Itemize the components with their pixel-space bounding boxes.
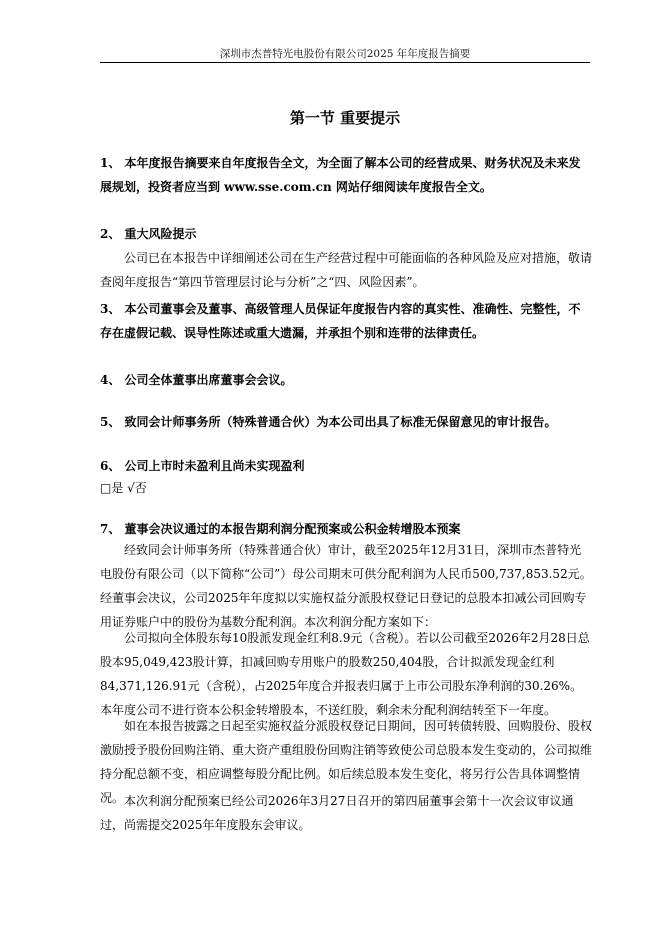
item-3: 3、 本公司董事会及董事、高级管理人员保证年度报告内容的真实性、准确性、完整性，不存在虚假记载、误导性陈述或重大遗漏，并承担个别和连带的法律责任。 [100, 302, 581, 340]
item-1: 1、 本年度报告摘要来自年度报告全文，为全面了解本公司的经营成果、财务状况及未来发展规划，投资者应当到 www.sse.com.cn 网站仔细阅读年度报告全文。 [100, 156, 581, 194]
page-header: 深圳市杰普特光电股份有限公司2025 年年度报告摘要 [219, 48, 471, 60]
item-7-para-2: 公司拟向全体股东每10股派发现金红利8.9元（含税）。若以公司截至2026年2月28日总股本95,049,423股计算，扣减回购专用账户的股数250,404股，合计拟派发现金红利84,371,126.91元（含税），占2025年度合并报表归属于上市公司股东净利润的30.26%。本年度公司不进行资本公积金转增股本，不送红股，剩余未分配利润结转至下一年度。 [100, 631, 590, 717]
item-7-heading: 7、 董事会决议通过的本报告期利润分配预案或公积金转增股本预案 [100, 522, 461, 536]
item-2-body: 公司已在本报告中详细阐述公司在生产经营过程中可能面临的各种风险及应对措施，敬请查阅年度报告“第四节管理层讨论与分析”之“四、风险因素”。 [100, 251, 593, 289]
item-7-para-1: 经致同会计师事务所（特殊普通合伙）审计，截至2025年12月31日，深圳市杰普特光电股份有限公司（以下简称“公司”）母公司期末可供分配利润为人民币500,737,853.52元。经董事会决议，公司2025年年度拟以实施权益分派股权登记日登记的总股本扣减公司回购专用证券账户中的股份为基数分配利润。本次利润分配方案如下： [100, 543, 592, 629]
item-4: 4、 公司全体董事出席董事会会议。 [100, 373, 293, 387]
header-rule [100, 62, 590, 63]
section-title: 第一节 重要提示 [289, 109, 401, 127]
item-5: 5、 致同会计师事务所（特殊普通合伙）为本公司出具了标准无保留意见的审计报告。 [100, 415, 557, 429]
item-7-para-4: 本次利润分配预案已经公司2026年3月27日召开的第四届董事会第十一次会议审议通过，尚需提交2025年年度股东会审议。 [100, 794, 574, 832]
item-2-heading: 2、 重大风险提示 [100, 227, 197, 241]
item-6-heading: 6、 公司上市时未盈利且尚未实现盈利 [100, 459, 305, 473]
item-6-options: □是 √否 [100, 481, 147, 495]
item-7-para-3: 如在本报告披露之日起至实施权益分派股权登记日期间，因可转债转股、回购股份、股权激励授予股份回购注销、重大资产重组股份回购注销等致使公司总股本发生变动的，公司拟维持分配总额不变，相应调整每股分配比例。如后续总股本发生变化，将另行公告具体调整情况。 [100, 719, 593, 805]
